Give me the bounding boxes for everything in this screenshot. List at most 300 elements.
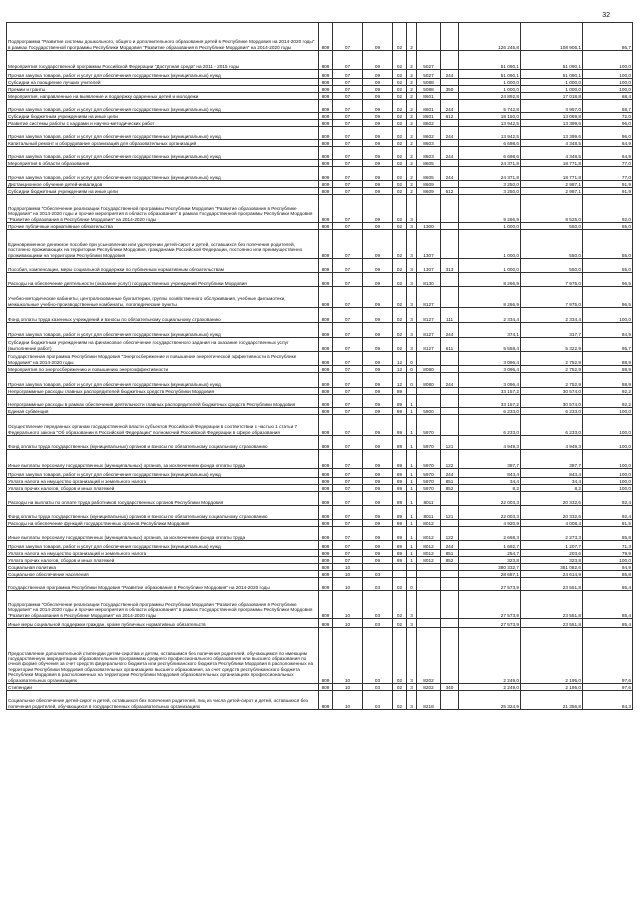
table-cell xyxy=(417,388,441,395)
table-cell: 3 xyxy=(407,619,417,628)
table-cell: 09 xyxy=(363,167,393,181)
table-cell xyxy=(441,352,459,366)
table-cell: 323,8 xyxy=(521,557,583,564)
table-cell xyxy=(441,160,459,167)
table-row xyxy=(7,691,633,710)
table-cell: 96,0 xyxy=(583,120,633,127)
table-cell: 07 xyxy=(333,160,363,167)
table-cell: 550,0 xyxy=(521,259,583,273)
table-row xyxy=(7,450,633,469)
table-cell: 244 xyxy=(441,323,459,338)
table-cell: 89 xyxy=(393,485,407,492)
table-cell: 852 xyxy=(441,557,459,564)
table-cell xyxy=(441,120,459,127)
table-cell: 4 348,5 xyxy=(521,147,583,160)
table-cell: 361 082,6 xyxy=(521,564,583,571)
table-cell: 2 195,0 xyxy=(521,628,583,684)
table-cell: 5970 xyxy=(417,485,441,492)
table-cell: 1 xyxy=(407,492,417,506)
table-cell: 85,4 xyxy=(583,619,633,628)
table-cell xyxy=(441,230,459,259)
table-cell: Государственная программа Республики Мордовия "Развитие образования в Республике Мордовия" на 2014-2020 годы xyxy=(7,578,319,591)
table-cell: Осуществление переданных органам государственной власти субъектов Российской Федерации в соответствии с частью 1 статьи 7 Федерального закона "Об образовании в Российской Федерации" полномочий Российской Федерации в сфере образования xyxy=(7,415,319,436)
table-cell: 95,7 xyxy=(583,338,633,352)
table-cell: 809 xyxy=(319,127,333,140)
table-cell: 809 xyxy=(319,352,333,366)
table-cell: 203,6 xyxy=(521,550,583,557)
table-cell: 2 xyxy=(407,127,417,140)
table-cell: Прочая закупка товаров, работ и услуг для обеспечения государственных (муниципальных) нужд xyxy=(7,147,319,160)
table-row xyxy=(7,506,633,520)
table-cell: 8 525,0 xyxy=(521,195,583,223)
table-cell: 2 xyxy=(407,86,417,93)
table-cell: 809 xyxy=(319,93,333,100)
table-cell: 2 334,4 xyxy=(521,308,583,323)
table-cell: 1 000,0 xyxy=(459,86,521,93)
table-cell: 8605 xyxy=(417,167,441,181)
table-cell xyxy=(417,23,441,51)
table-cell: 07 xyxy=(333,230,363,259)
table-row xyxy=(7,167,633,181)
table-cell: 809 xyxy=(319,492,333,506)
table-cell xyxy=(441,273,459,287)
table-cell: 121 xyxy=(441,506,459,520)
table-cell xyxy=(393,571,407,578)
table-cell: 1 xyxy=(407,469,417,478)
table-cell xyxy=(441,619,459,628)
table-cell: 5970 xyxy=(417,436,441,450)
table-cell: 5027 xyxy=(417,51,441,70)
table-cell: 809 xyxy=(319,188,333,195)
table-cell: 3 957,0 xyxy=(521,100,583,113)
table-cell: 09 xyxy=(363,395,393,408)
table-cell: 809 xyxy=(319,628,333,684)
table-cell: 843,4 xyxy=(521,469,583,478)
table-cell: 100,0 xyxy=(583,308,633,323)
page-number: 32 xyxy=(602,12,610,19)
table-cell: 89 xyxy=(393,506,407,520)
table-cell: Мероприятия в области образования xyxy=(7,160,319,167)
table-cell xyxy=(407,571,417,578)
table-cell: 03 xyxy=(363,591,393,619)
table-cell: 09 xyxy=(363,188,393,195)
table-cell: Единовременное денежное пособие при усыновлении или удочерении детей-сирот и детей, оставшихся без попечения родителей, постоянно проживающих на территории Республики Мордовия, гражданами Российской Федерации, постоянно или преимущественно проживающими на территории Республики Мордовия xyxy=(7,230,319,259)
table-cell xyxy=(441,93,459,100)
table-cell: 09 xyxy=(363,160,393,167)
table-cell: 3 xyxy=(407,195,417,223)
table-cell: 84,3 xyxy=(583,691,633,710)
table-cell: 07 xyxy=(333,485,363,492)
table-cell: 3 xyxy=(407,591,417,619)
table-cell: Капитальный ремонт и оборудование организаций для образовательных организаций xyxy=(7,140,319,147)
table-cell: 8012 xyxy=(417,541,441,550)
table-cell: 1 xyxy=(407,506,417,520)
table-cell: Уплата прочих налогов, сборов и иных платежей xyxy=(7,485,319,492)
table-row xyxy=(7,485,633,492)
table-cell: 02 xyxy=(393,273,407,287)
table-cell: 07 xyxy=(333,273,363,287)
table-cell: 244 xyxy=(441,469,459,478)
table-cell: 09 xyxy=(363,100,393,113)
table-row xyxy=(7,478,633,485)
table-cell: 809 xyxy=(319,408,333,415)
table-cell: 8012 xyxy=(417,557,441,564)
table-cell: 02 xyxy=(393,287,407,308)
table-cell: Подпрограмма "Обеспечение реализации Государственной программы Республики Мордовия "Развитие образования в Республике Мордовия" на 2014-2020 годы и прочие мероприятия в области образования" в рамках Государственной программы Республики Мордовия "Развитие образования в Республике Мордовия" на 2014-2020 годы xyxy=(7,591,319,619)
table-cell: 8602 xyxy=(417,120,441,127)
table-cell: Прочая закупка товаров, работ и услуг для обеспечения государственных (муниципальных) нужд xyxy=(7,167,319,181)
table-row xyxy=(7,388,633,395)
table-cell: 374,1 xyxy=(459,323,521,338)
table-row xyxy=(7,86,633,93)
table-cell: 8130 xyxy=(417,273,441,287)
table-cell: 1 xyxy=(407,436,417,450)
table-cell: 88,9 xyxy=(583,373,633,388)
table-cell: Расходы на выплаты по оплате труда работников государственных органов Республики Мордовия xyxy=(7,492,319,506)
table-cell: 809 xyxy=(319,181,333,188)
table-cell: 13 069,8 xyxy=(521,113,583,120)
table-cell: 244 xyxy=(441,127,459,140)
table-cell: 13 942,5 xyxy=(459,127,521,140)
table-cell: 852 xyxy=(441,485,459,492)
table-cell: 07 xyxy=(333,140,363,147)
table-cell: 4 920,9 xyxy=(459,520,521,527)
table-cell xyxy=(363,564,393,571)
table-cell: 317,7 xyxy=(521,323,583,338)
table-cell: 100,0 xyxy=(583,79,633,86)
table-cell: Подпрограмма "Обеспечение реализации Государственной программы Республики Мордовия "Развитие образования в Республике Мордовия" на 2014-2020 годы и прочие мероприятия в области образования" в рамках Государственной программы Республики Мордовия "Развитие образования в Республике Мордовия" на 2014-2020 годы xyxy=(7,195,319,223)
table-cell: 350 xyxy=(441,86,459,93)
table-cell: 09 xyxy=(363,366,393,373)
table-cell: 8602 xyxy=(417,127,441,140)
table-cell: 18 150,0 xyxy=(459,113,521,120)
table-cell: 03 xyxy=(363,628,393,684)
table-cell: 89 xyxy=(393,541,407,550)
table-cell: 1 xyxy=(407,395,417,408)
table-cell: 07 xyxy=(333,541,363,550)
budget-table xyxy=(6,22,633,710)
table-cell: 0 xyxy=(407,578,417,591)
table-cell: 92,4 xyxy=(583,492,633,506)
table-cell: 09 xyxy=(363,23,393,51)
table-row xyxy=(7,195,633,223)
table-cell: 809 xyxy=(319,140,333,147)
table-row xyxy=(7,591,633,619)
table-row xyxy=(7,181,633,188)
table-cell: Иные выплаты персоналу государственных (муниципальных) органов, за исключением фонда оплаты труда xyxy=(7,527,319,541)
table-cell: 07 xyxy=(333,195,363,223)
table-cell: 17 018,8 xyxy=(521,93,583,100)
table-cell: Социальная политика xyxy=(7,564,319,571)
table-cell xyxy=(441,571,459,578)
table-cell: 3 xyxy=(407,628,417,684)
table-cell: 09 xyxy=(363,415,393,436)
table-cell: 3 096,4 xyxy=(459,373,521,388)
table-cell: 12 xyxy=(393,373,407,388)
table-cell: Прочая закупка товаров, работ и услуг для обеспечения государственных (муниципальных) нужд xyxy=(7,70,319,79)
table-row xyxy=(7,100,633,113)
table-cell: 09 xyxy=(363,273,393,287)
table-cell xyxy=(417,395,441,408)
table-cell: 3 xyxy=(407,338,417,352)
table-cell: 07 xyxy=(333,415,363,436)
table-cell: 07 xyxy=(333,492,363,506)
table-cell: 100,0 xyxy=(583,51,633,70)
table-cell: 8601 xyxy=(417,93,441,100)
table-cell: 313 xyxy=(441,259,459,273)
table-cell: 1300 xyxy=(417,223,441,230)
table-cell: 02 xyxy=(393,79,407,86)
table-cell: 07 xyxy=(333,223,363,230)
table-cell: 10 xyxy=(333,684,363,691)
table-cell: 09 xyxy=(363,259,393,273)
table-row xyxy=(7,23,633,51)
table-body xyxy=(7,23,633,710)
table-cell: 809 xyxy=(319,564,333,571)
table-cell: 51 090,1 xyxy=(521,51,583,70)
table-cell: 10 xyxy=(333,619,363,628)
table-cell: 8080 xyxy=(417,373,441,388)
table-cell xyxy=(441,492,459,506)
table-cell: 89 xyxy=(393,550,407,557)
table-cell: 809 xyxy=(319,478,333,485)
table-cell: 100,0 xyxy=(583,557,633,564)
table-cell: 5970 xyxy=(417,469,441,478)
table-cell: 07 xyxy=(333,388,363,395)
table-cell: 100,0 xyxy=(583,478,633,485)
table-cell: 07 xyxy=(333,469,363,478)
table-cell: Прочие публичные нормативные обязательства xyxy=(7,223,319,230)
table-cell: 12 xyxy=(393,366,407,373)
table-cell: Социальное обеспечение детей-сирот и детей, оставшихся без попечения родителей, лиц из числа детей-сирот и детей, оставшихся без попечения родителей, обучающихся в государственных образовательных организациях xyxy=(7,691,319,710)
table-cell: 100,0 xyxy=(583,408,633,415)
table-cell: 5027 xyxy=(417,70,441,79)
table-cell: 34,4 xyxy=(521,478,583,485)
table-cell: 8603 xyxy=(417,140,441,147)
table-cell: 8 266,9 xyxy=(459,273,521,287)
table-cell: 809 xyxy=(319,373,333,388)
table-cell: 02 xyxy=(393,591,407,619)
table-cell: 3 xyxy=(407,308,417,323)
table-cell: 09 xyxy=(363,127,393,140)
table-row xyxy=(7,79,633,86)
table-cell: 2 xyxy=(407,79,417,86)
table-cell: 5 558,4 xyxy=(459,338,521,352)
table-cell: 09 xyxy=(363,388,393,395)
table-cell: 55,0 xyxy=(583,230,633,259)
table-cell: 7 975,0 xyxy=(521,273,583,287)
table-cell: 1 207,7 xyxy=(521,541,583,550)
table-cell: 340 xyxy=(441,684,459,691)
table-cell: 8011 xyxy=(417,492,441,506)
table-cell: 10 xyxy=(333,571,363,578)
table-cell: 07 xyxy=(333,113,363,120)
table-row xyxy=(7,366,633,373)
table-cell: 380 332,7 xyxy=(459,564,521,571)
table-cell: 09 xyxy=(363,147,393,160)
table-cell: 84,9 xyxy=(583,323,633,338)
table-cell xyxy=(417,195,441,223)
table-cell: 843,4 xyxy=(459,469,521,478)
table-cell: 89 xyxy=(393,408,407,415)
table-cell: 85,8 xyxy=(583,571,633,578)
table-cell: 8601 xyxy=(417,113,441,120)
table-cell: 07 xyxy=(333,100,363,113)
table-cell: 809 xyxy=(319,619,333,628)
table-cell: 8202 xyxy=(417,628,441,684)
table-cell: Социальное обеспечение населения xyxy=(7,571,319,578)
table-cell: 72,0 xyxy=(583,113,633,120)
table-cell: 809 xyxy=(319,550,333,557)
table-cell: 09 xyxy=(363,308,393,323)
table-cell: 23 551,8 xyxy=(521,619,583,628)
table-cell: 07 xyxy=(333,70,363,79)
table-cell: 1 xyxy=(407,450,417,469)
table-cell: 5970 xyxy=(417,478,441,485)
table-cell: 1 xyxy=(407,527,417,541)
table-cell: Мероприятия, направленные на выявление и поддержку одаренных детей и молодежи xyxy=(7,93,319,100)
table-cell xyxy=(441,287,459,308)
table-cell: 89 xyxy=(393,520,407,527)
table-cell: 809 xyxy=(319,70,333,79)
table-row xyxy=(7,51,633,70)
table-cell: 1 xyxy=(407,408,417,415)
table-cell: 07 xyxy=(333,366,363,373)
table-cell: 1 000,0 xyxy=(459,79,521,86)
table-cell: 1 xyxy=(407,478,417,485)
table-cell: 88,9 xyxy=(583,366,633,373)
table-cell: 85,8 xyxy=(583,527,633,541)
table-cell: 02 xyxy=(393,113,407,120)
table-row xyxy=(7,230,633,259)
table-cell: 8127 xyxy=(417,323,441,338)
table-cell: 2 xyxy=(407,147,417,160)
table-cell: 809 xyxy=(319,388,333,395)
table-cell: 244 xyxy=(441,541,459,550)
table-cell: Фонд оплаты труда государственных (муниципальных) органов и взносы по обязательному социальному страхованию xyxy=(7,506,319,520)
table-cell xyxy=(441,366,459,373)
table-cell: Расходы на обеспечение деятельности (оказание услуг) государственных учреждений Республики Мордовия xyxy=(7,273,319,287)
table-row xyxy=(7,436,633,450)
table-cell: 8127 xyxy=(417,308,441,323)
table-cell: 809 xyxy=(319,323,333,338)
table-cell: 07 xyxy=(333,520,363,527)
table-cell: 2 xyxy=(407,160,417,167)
table-cell: 64,9 xyxy=(583,140,633,147)
table-cell xyxy=(407,564,417,571)
table-cell xyxy=(441,628,459,684)
table-row xyxy=(7,469,633,478)
table-cell: 09 xyxy=(363,485,393,492)
table-cell: 89 xyxy=(393,527,407,541)
table-cell: 550,0 xyxy=(521,230,583,259)
table-cell: 100,0 xyxy=(583,415,633,436)
table-cell: 09 xyxy=(363,373,393,388)
table-cell: 89 xyxy=(393,492,407,506)
table-cell: Развитие системы работы с кадрами и научно-методических работ xyxy=(7,120,319,127)
table-cell xyxy=(441,578,459,591)
table-cell: 809 xyxy=(319,167,333,181)
table-cell: 4 008,4 xyxy=(521,520,583,527)
table-cell: Мероприятия по энергосбережению и повышению энергоэффективности xyxy=(7,366,319,373)
table-cell: 07 xyxy=(333,450,363,469)
table-cell: 8605 xyxy=(417,160,441,167)
table-cell: 09 xyxy=(363,352,393,366)
table-cell: 809 xyxy=(319,79,333,86)
table-row xyxy=(7,147,633,160)
table-cell xyxy=(441,181,459,188)
table-cell: 03 xyxy=(363,578,393,591)
table-row xyxy=(7,415,633,436)
table-cell: 07 xyxy=(333,373,363,388)
table-cell: 07 xyxy=(333,352,363,366)
table-cell: 02 xyxy=(393,127,407,140)
table-cell: 23 551,8 xyxy=(521,578,583,591)
table-cell: 8,2 xyxy=(459,485,521,492)
table-cell: Учебно-методические кабинеты, централизованные бухгалтерии, группы хозяйственного обслуживания, учебные фильмотеки, межшкольные учебно-производственные комбинаты, логопедические пункты xyxy=(7,287,319,308)
table-cell: 612 xyxy=(441,188,459,195)
table-cell xyxy=(417,591,441,619)
table-cell: 02 xyxy=(393,259,407,273)
table-cell: 09 xyxy=(363,436,393,450)
table-cell: 92,2 xyxy=(583,395,633,408)
table-cell: 611 xyxy=(441,338,459,352)
table-row xyxy=(7,273,633,287)
table-cell: 22 003,3 xyxy=(459,492,521,506)
table-row xyxy=(7,120,633,127)
table-cell: 02 xyxy=(393,195,407,223)
table-cell: 02 xyxy=(393,338,407,352)
table-cell: 0 xyxy=(407,373,417,388)
table-cell: 09 xyxy=(363,527,393,541)
table-cell: 02 xyxy=(393,691,407,710)
table-cell: 3 xyxy=(407,691,417,710)
table-cell: 30 574,0 xyxy=(521,388,583,395)
table-cell: 5970 xyxy=(417,450,441,469)
table-cell: 851 xyxy=(441,550,459,557)
table-cell: 02 xyxy=(393,181,407,188)
table-cell xyxy=(441,51,459,70)
table-cell: 3 xyxy=(407,684,417,691)
table-cell: 3 xyxy=(407,287,417,308)
table-cell: 1 000,0 xyxy=(459,230,521,259)
table-cell: 02 xyxy=(393,140,407,147)
table-cell: Прочая закупка товаров, работ и услуг для обеспечения государственных (муниципальных) нужд xyxy=(7,469,319,478)
table-cell: 09 xyxy=(363,323,393,338)
table-cell: 24 892,8 xyxy=(459,93,521,100)
table-cell: 809 xyxy=(319,100,333,113)
table-cell: 809 xyxy=(319,120,333,127)
table-cell: 85,4 xyxy=(583,591,633,619)
table-cell: Уплата налога на имущество организаций и земельного налога xyxy=(7,478,319,485)
table-cell: 02 xyxy=(393,230,407,259)
table-cell: 0 xyxy=(407,366,417,373)
table-cell xyxy=(417,619,441,628)
table-cell: 2 273,3 xyxy=(521,527,583,541)
table-cell: 2 668,3 xyxy=(459,527,521,541)
table-cell: 07 xyxy=(333,23,363,51)
table-cell: 2 752,9 xyxy=(521,366,583,373)
table-cell: Субсидии на поощрение лучших учителей xyxy=(7,79,319,86)
table-cell: Пособия, компенсации, меры социальной поддержки по публичным нормативным обязательствам xyxy=(7,259,319,273)
table-cell: 02 xyxy=(393,23,407,51)
table-cell: 23 551,8 xyxy=(521,591,583,619)
table-cell xyxy=(441,23,459,51)
table-cell: 5088 xyxy=(417,79,441,86)
table-cell: 2 xyxy=(407,93,417,100)
table-cell: 1 000,0 xyxy=(459,259,521,273)
table-row xyxy=(7,160,633,167)
